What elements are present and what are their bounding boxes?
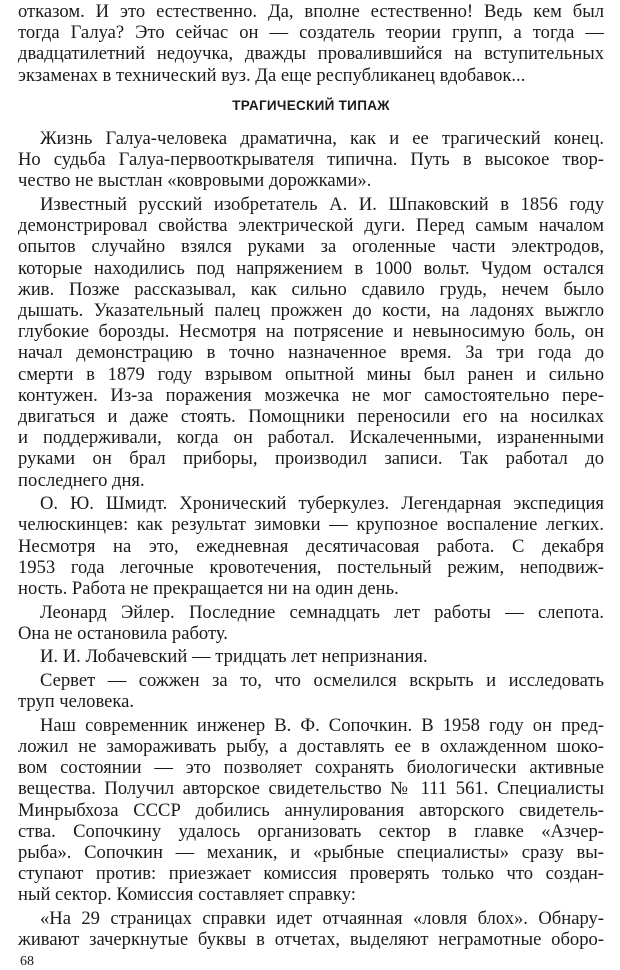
text-line: вещества. Получил авторское свидетельство № 111 561. Специалисты (18, 778, 604, 800)
text-line: О. Ю. Шмидт. Хронический туберкулез. Легендарная экспедиция (40, 493, 604, 515)
text-line: начал демонстрацию в точно назначенное время. За три года до (18, 342, 604, 364)
text-line: Наш современник инженер В. Ф. Сопочкин. В 1958 году он пред- (40, 714, 604, 736)
text-line: глубокие борозды. Несмотря на потрясение и невыносимую боль, он (18, 321, 604, 343)
text-line: двадцатилетний недоучка, дважды провалившийся на вступительных (18, 43, 604, 65)
text-line: дышать. Указательный палец прожжен до кости, на ладонях выжгло (18, 300, 604, 321)
text-line: ложил не замораживать рыбу, а доставлять ее в охлажденном шоко- (18, 736, 604, 757)
text-line: двигаться и даже стоять. Помощники переносили его на носилках (18, 406, 604, 427)
text-line: руками он брал приборы, производил записи. Так работал до (18, 448, 604, 470)
text-line: Леонард Эйлер. Последние семнадцать лет работы — слепота. (40, 601, 604, 623)
text-line: челюскинцев: как результат зимовки — крупозное воспаление легких. (18, 514, 604, 536)
text-line: тогда Галуа? Это сейчас он — создатель теории групп, а тогда — (18, 22, 604, 44)
text-line: демонстрировал свойства электрической дуги. Перед самым началом (18, 215, 604, 237)
text-line: ность. Работа не прекращается ни на один день. (18, 578, 399, 599)
text-line: Но судьба Галуа-первооткрывателя типична. Путь в высокое твор- (18, 149, 604, 171)
text-line: и поддерживали, когда он работал. Искалеченными, израненными (18, 427, 604, 449)
text-line: Несмотря на это, ежедневная десятичасовая работа. С декабря (18, 535, 604, 557)
text-line: рыба». Сопочкин — механик, и «рыбные специалисты» сразу вы- (18, 842, 604, 863)
text-line: экзаменах в технический вуз. Да еще республиканец вдобавок... (18, 64, 526, 86)
text-line: живают зачеркнутые буквы в отчетах, выделяют неграмотные оборо- (18, 929, 604, 951)
text-line: которые находились под напряжением в 1000 вольт. Чудом остался (18, 257, 604, 279)
text-line: «На 29 страницах справки идет отчаянная «ловля блох». Обнару- (40, 908, 604, 929)
text-line: опытов случайно взялся руками за оголенные части электродов, (18, 236, 604, 258)
text-line: Жизнь Галуа-человека драматична, как и ее трагический конец. (40, 128, 604, 149)
section-heading: ТРАГИЧЕСКИЙ ТИПАЖ (232, 98, 390, 113)
text-line: вом состоянии — это позволяет сохранять биологически активные (18, 757, 604, 779)
text-line: жив. Позже рассказывал, как сильно сдавило грудь, нечем было (18, 278, 604, 300)
text-line: Минрыбхоза СССР добились аннулирования авторского свидетель- (18, 799, 604, 821)
text-line: И. И. Лобачевский — тридцать лет непризнания. (40, 646, 428, 668)
text-line: смерти в 1879 году взрывом опытной мины был ранен и сильно (18, 363, 604, 385)
text-line: труп человека. (18, 691, 135, 713)
text-line: ступают против: приезжает комиссия проверять только что создан- (18, 863, 604, 885)
text-line: ный сектор. Комиссия составляет справку: (18, 884, 356, 906)
text-line: Сервет — сожжен за то, что осмелился вскрыть и исследовать (40, 670, 604, 691)
text-line: последнего дня. (18, 469, 145, 491)
text-line: Известный русский изобретатель А. И. Шпаковский в 1856 году (40, 194, 604, 215)
text-line: отказом. И это естественно. Да, вполне естественно! Ведь кем был (18, 1, 604, 22)
text-line: ства. Сопочкину удалось организовать сектор в главке «Азчер- (18, 820, 604, 842)
book-page (18, 0, 604, 970)
text-line: 1953 года легочные кровотечения, постельный режим, неподвиж- (18, 556, 604, 578)
text-line: контужен. Из-за поражения мозжечка не мог самостоятельно пере- (18, 384, 604, 406)
text-line: Она не остановила работу. (18, 622, 228, 644)
page-number: 68 (20, 954, 34, 970)
text-line: чество не выстлан «ковровыми дорожками». (18, 170, 372, 192)
